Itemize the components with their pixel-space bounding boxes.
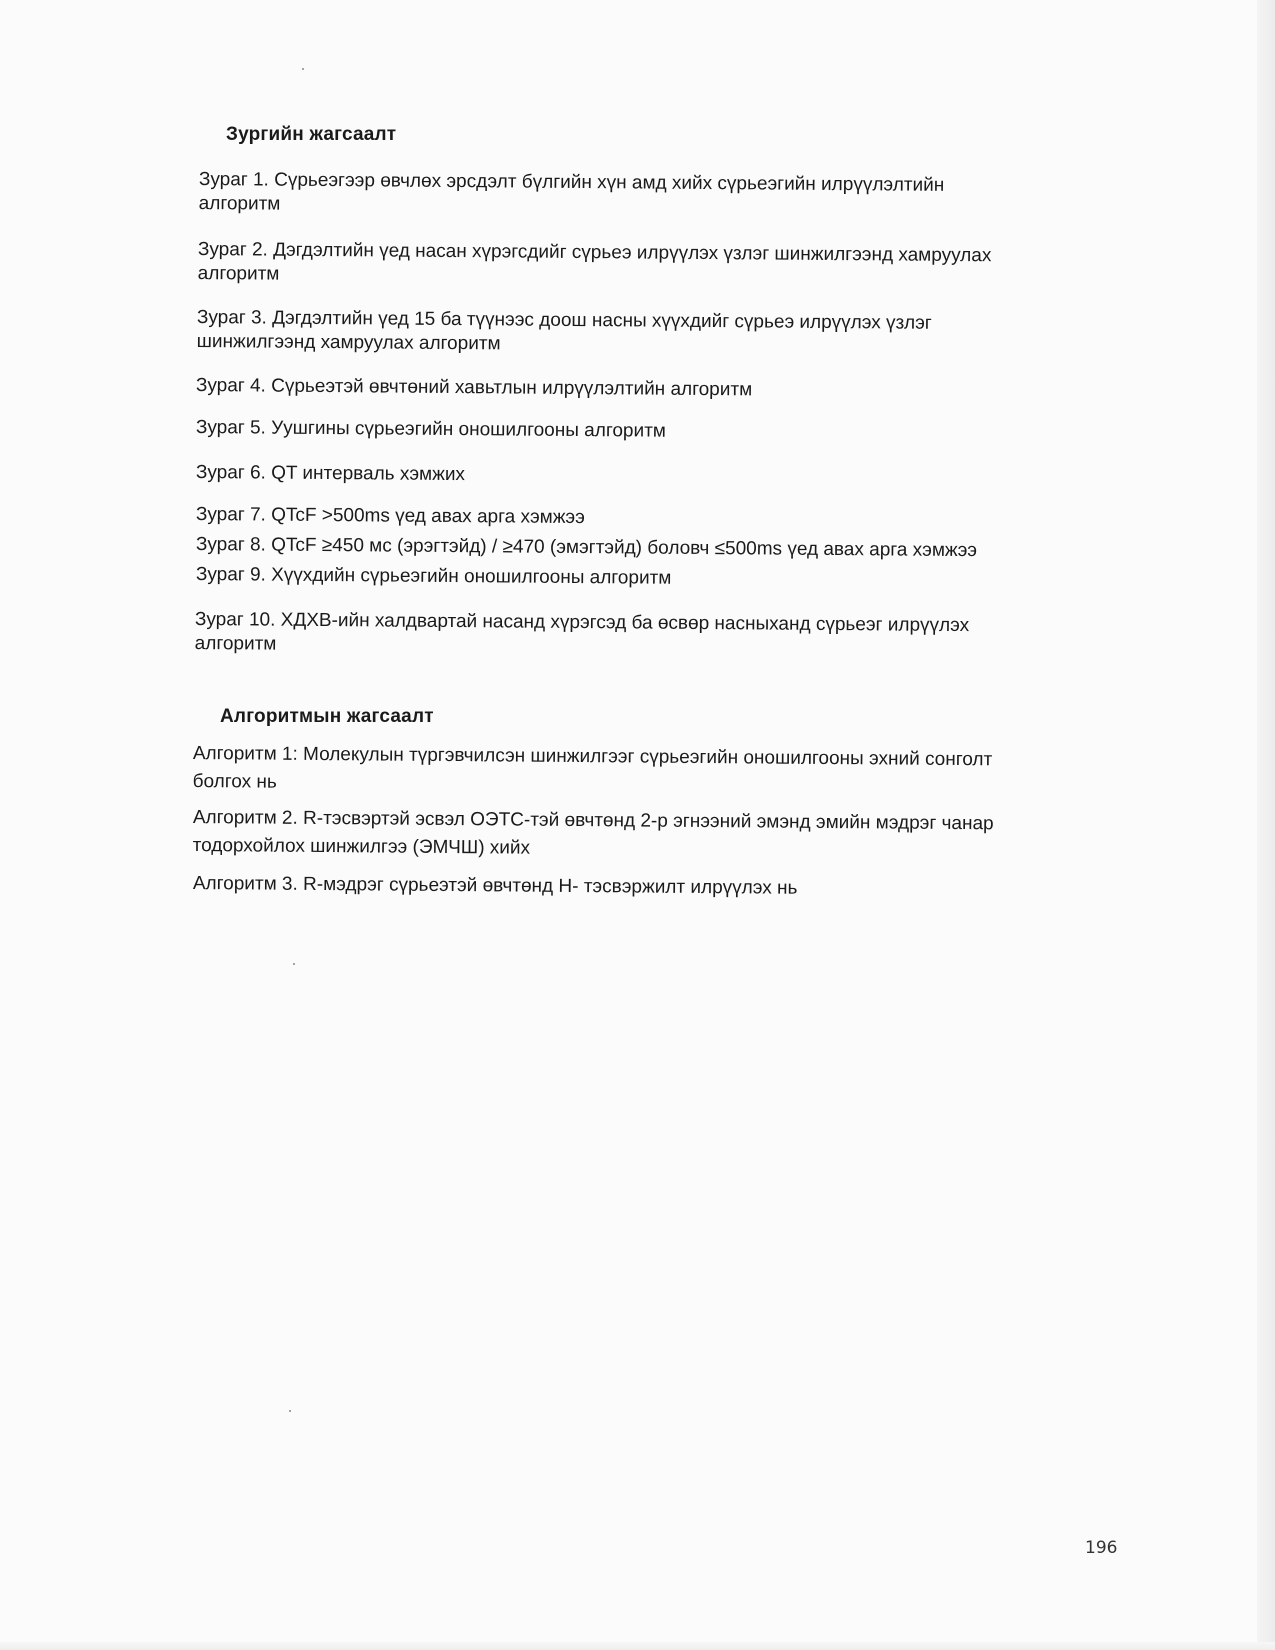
entry-line: алгоритм (198, 192, 281, 215)
entry-line: болгох нь (192, 770, 277, 793)
figure-entry-3 (197, 306, 932, 360)
entry-line: тодорхойлох шинжилгээ (ЭМЧШ) хийх (192, 834, 531, 859)
scan-speck (289, 1410, 291, 1412)
entry-line: Зураг 7. QTcF >500ms үед авах арга хэмжээ (195, 503, 585, 529)
entry-line: Зураг 5. Уушгины сүрьеэгийн оношилгооны алгоритм (195, 416, 666, 442)
figure-entry-8 (196, 533, 977, 563)
entry-line: Алгоритм 2. R-тэсвэртэй эсвэл ОЭТС-тэй өвчтөнд 2-р эгнээний эмэнд эмийн мэдрэг чанар (192, 806, 994, 835)
entry-line: Зураг 4. Сүрьеэтэй өвчтөний хавьтлын илрүүлэлтийн алгоритм (195, 374, 753, 401)
entry-line: Зураг 3. Дэгдэлтийн үед 15 ба түүнээс доош насны хүүхдийг сүрьеэ илрүүлэх үзлэг (196, 306, 932, 334)
scan-speck (302, 68, 304, 70)
entry-line: Алгоритм 1: Молекулын түргэвчилсэн шинжилгээг сүрьеэгийн оношилгооны эхний сонголт (192, 742, 993, 771)
algorithm-list-heading: Алгоритмын жагсаалт (220, 706, 434, 727)
page-edge-right (1257, 0, 1275, 1650)
figure-list-heading: Зургийн жагсаалт (226, 124, 397, 145)
entry-line: Зураг 9. Хүүхдийн сүрьеэгийн оношилгооны алгоритм (195, 563, 672, 589)
page-edge-bottom (0, 1642, 1275, 1650)
figure-entry-1 (199, 168, 945, 222)
entry-line: алгоритм (197, 262, 280, 285)
entry-line: Зураг 10. ХДХВ-ийн халдвартай насанд хүрэгсэд ба өсвөр насныханд сүрьеэг илрүүлэх (194, 608, 970, 637)
algorithm-entry-3 (193, 870, 798, 903)
figure-entry-5 (196, 416, 666, 444)
page-number: 196 (1085, 1538, 1118, 1558)
figure-entry-4 (196, 374, 752, 402)
algorithm-entry-1 (193, 740, 993, 802)
entry-line: Зураг 6. QT интерваль хэмжих (195, 461, 466, 486)
algorithm-entry-2 (193, 804, 994, 866)
figure-entry-10 (195, 608, 970, 662)
scan-speck (293, 963, 295, 965)
figure-entry-7 (196, 503, 585, 530)
entry-line: Алгоритм 3. R-мэдрэг сүрьеэтэй өвчтөнд H- тэсвэржилт илрүүлэх нь (192, 872, 798, 899)
figure-entry-6 (196, 461, 465, 487)
entry-line: Зураг 8. QTcF ≥450 мс (эрэгтэйд) / ≥470 (эмэгтэйд) боловч ≤500ms үед авах арга хэмжээ (195, 533, 978, 562)
figure-entry-2 (198, 238, 992, 292)
figure-entry-9 (196, 563, 672, 591)
entry-line: Зураг 1. Сүрьеэгээр өвчлөх эрсдэлт бүлгийн хүн амд хийх сүрьеэгийн илрүүлэлтийн (198, 168, 945, 196)
entry-line: Зураг 2. Дэгдэлтийн үед насан хүрэгсдийг сүрьеэ илрүүлэх үзлэг шинжилгээнд хамруулах (197, 238, 992, 267)
entry-line: шинжилгээнд хамруулах алгоритм (196, 330, 501, 355)
entry-line: алгоритм (194, 632, 277, 655)
